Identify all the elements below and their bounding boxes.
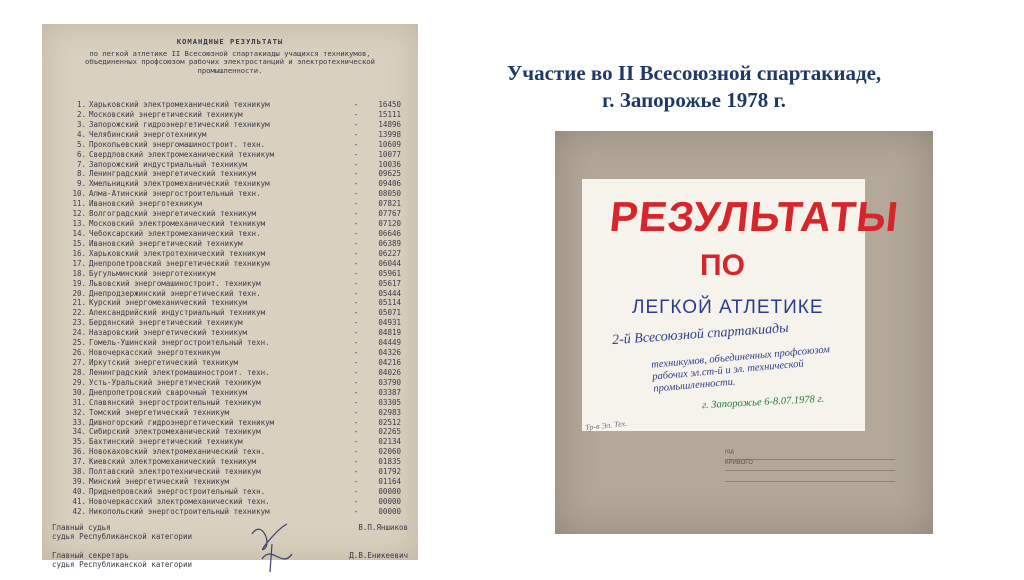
row-dash: - <box>353 139 359 149</box>
sign1-role2: судья Республиканской категории <box>52 531 192 541</box>
results-list <box>56 100 406 517</box>
row-number: 14. <box>72 228 86 238</box>
row-dash: - <box>353 238 359 248</box>
row-score: 14896 <box>378 119 401 129</box>
signature-row-judge <box>52 524 408 552</box>
row-number: 10. <box>72 189 86 199</box>
document-header <box>42 38 418 75</box>
results-row <box>56 269 406 279</box>
results-row <box>56 447 406 457</box>
row-team: Приднепровский энергостроительный техн. <box>89 486 266 496</box>
row-dash: - <box>353 288 359 298</box>
row-team: Днепродзержинский энергетический техн. <box>89 288 261 298</box>
row-dash: - <box>353 109 359 119</box>
slide-title <box>444 60 944 114</box>
results-row <box>56 199 406 209</box>
row-number: 42. <box>72 506 86 516</box>
row-dash: - <box>353 427 359 437</box>
row-team: Назаровский энергетический техникум <box>89 328 248 338</box>
row-score: 05444 <box>378 288 401 298</box>
row-number: 3. <box>76 119 86 129</box>
results-row <box>56 457 406 467</box>
row-number: 34. <box>72 427 86 437</box>
row-team: Новокаховский электромеханический техн. <box>89 447 266 457</box>
row-number: 35. <box>72 437 86 447</box>
row-number: 18. <box>72 268 86 278</box>
row-dash: - <box>353 149 359 159</box>
results-row <box>56 209 406 219</box>
row-number: 32. <box>72 407 86 417</box>
row-number: 9. <box>76 179 86 189</box>
row-score: 06227 <box>378 248 401 258</box>
row-number: 31. <box>72 397 86 407</box>
results-row <box>56 259 406 269</box>
row-score: 06646 <box>378 228 401 238</box>
row-team: Минский энергетический техникум <box>89 477 229 487</box>
row-score: 05617 <box>378 278 401 288</box>
results-row <box>56 388 406 398</box>
stamp-line2: КРИВОГО <box>725 460 895 471</box>
row-team: Новочеркасский электромеханический техн. <box>89 496 270 506</box>
row-number: 7. <box>76 159 86 169</box>
row-dash: - <box>353 437 359 447</box>
results-row <box>56 358 406 368</box>
results-row <box>56 160 406 170</box>
row-team: Волгоградский энергетический техникум <box>89 209 257 219</box>
results-row <box>56 239 406 249</box>
row-dash: - <box>353 407 359 417</box>
row-number: 22. <box>72 308 86 318</box>
card-line2: 2-й Всесоюзной спартакиады <box>611 320 790 349</box>
row-number: 30. <box>72 387 86 397</box>
row-team: Александрийский индустриальный техникум <box>89 308 266 318</box>
row-dash: - <box>353 169 359 179</box>
row-number: 25. <box>72 338 86 348</box>
row-number: 40. <box>72 486 86 496</box>
results-row <box>56 140 406 150</box>
handwritten-card <box>582 179 902 431</box>
results-row <box>56 368 406 378</box>
row-score: 00000 <box>378 506 401 516</box>
row-number: 29. <box>72 377 86 387</box>
row-dash: - <box>353 387 359 397</box>
row-number: 1. <box>76 100 86 109</box>
row-number: 21. <box>72 298 86 308</box>
row-dash: - <box>353 367 359 377</box>
row-team: Харьковский электротехнический техникум <box>89 248 266 258</box>
card-po: ПО <box>700 249 745 282</box>
row-score: 16450 <box>378 100 401 109</box>
row-team: Курский энергомеханический техникум <box>89 298 248 308</box>
row-dash: - <box>353 209 359 219</box>
results-row <box>56 150 406 160</box>
row-score: 05071 <box>378 308 401 318</box>
row-team: Бахтинский энергетический техникум <box>89 437 243 447</box>
results-row <box>56 348 406 358</box>
photo-stamp-lines <box>725 449 895 482</box>
row-dash: - <box>353 278 359 288</box>
row-dash: - <box>353 258 359 268</box>
row-team: Московский энергетический техникум <box>89 109 243 119</box>
row-score: 04449 <box>378 338 401 348</box>
row-number: 41. <box>72 496 86 506</box>
row-team: Прокопьевский энергомашиностроит. техн. <box>89 139 266 149</box>
photo-pencil-note: Тр-в Эл. Тех. <box>584 418 628 433</box>
row-team: Гомель-Ушинский энергостроительный техн. <box>89 338 270 348</box>
row-number: 4. <box>76 129 86 139</box>
row-team: Сибирский электромеханический техникум <box>89 427 261 437</box>
row-number: 24. <box>72 328 86 338</box>
results-row <box>56 328 406 338</box>
row-team: Днепропетровский энергетический техникум <box>89 258 270 268</box>
results-document-scan <box>42 24 418 569</box>
row-dash: - <box>353 496 359 506</box>
row-team: Московский электромеханический техникум <box>89 219 266 229</box>
row-number: 16. <box>72 248 86 258</box>
results-row <box>56 100 406 110</box>
row-dash: - <box>353 159 359 169</box>
row-score: 01835 <box>378 457 401 467</box>
row-team: Полтавский электротехнический техникум <box>89 467 261 477</box>
row-number: 23. <box>72 318 86 328</box>
sign2-name: Д.В.Еникеевич <box>349 551 408 560</box>
row-number: 15. <box>72 238 86 248</box>
results-row <box>56 467 406 477</box>
row-score: 02512 <box>378 417 401 427</box>
row-team: Бердянский энергетический техникум <box>89 318 243 328</box>
results-row <box>56 338 406 348</box>
row-team: Хмельницкий электромеханический техникум <box>89 179 270 189</box>
row-number: 26. <box>72 348 86 358</box>
row-score: 04326 <box>378 348 401 358</box>
card-heading: РЕЗУЛЬТАТЫ <box>607 193 902 240</box>
row-dash: - <box>353 457 359 467</box>
row-team: Ивановский энергетический техникум <box>89 238 243 248</box>
row-number: 17. <box>72 258 86 268</box>
row-number: 5. <box>76 139 86 149</box>
results-row <box>56 219 406 229</box>
row-team: Челябинский энерготехникум <box>89 129 207 139</box>
row-score: 05114 <box>378 298 401 308</box>
results-row <box>56 437 406 447</box>
row-dash: - <box>353 318 359 328</box>
row-team: Бугульминский энерготехникум <box>89 268 216 278</box>
row-dash: - <box>353 179 359 189</box>
row-score: 06044 <box>378 258 401 268</box>
row-score: 09406 <box>378 179 401 189</box>
row-number: 39. <box>72 477 86 487</box>
row-dash: - <box>353 228 359 238</box>
row-number: 36. <box>72 447 86 457</box>
row-dash: - <box>353 308 359 318</box>
row-team: Ивановский энерготехникум <box>89 199 202 209</box>
handwritten-signature <box>242 514 302 574</box>
results-row <box>56 487 406 497</box>
row-team: Ленинградский энергетический техникум <box>89 169 257 179</box>
row-number: 11. <box>72 199 86 209</box>
row-team: Днепропетровский сварочный техникум <box>89 387 248 397</box>
row-team: Чебоксарский электромеханический техн. <box>89 228 261 238</box>
row-dash: - <box>353 298 359 308</box>
row-score: 07821 <box>378 199 401 209</box>
row-team: Славянский энергостроительный техникум <box>89 397 261 407</box>
results-row <box>56 308 406 318</box>
row-score: 00000 <box>378 496 401 506</box>
row-team: Усть-Уральский энергетический техникум <box>89 377 261 387</box>
row-score: 10609 <box>378 139 401 149</box>
results-row <box>56 298 406 308</box>
row-team: Алма-Атинский энергостроительный техн. <box>89 189 261 199</box>
row-dash: - <box>353 100 359 109</box>
row-team: Иркутский энергетический техникум <box>89 357 239 367</box>
row-dash: - <box>353 268 359 278</box>
row-number: 33. <box>72 417 86 427</box>
row-team: Свердловский электромеханический техникум <box>89 149 275 159</box>
signatures-block <box>52 524 408 580</box>
slide-title-line2: г. Запорожье 1978 г. <box>602 88 786 112</box>
row-score: 02983 <box>378 407 401 417</box>
row-dash: - <box>353 338 359 348</box>
results-row <box>56 477 406 487</box>
row-score: 08050 <box>378 189 401 199</box>
row-number: 2. <box>76 109 86 119</box>
results-row <box>56 279 406 289</box>
results-row <box>56 398 406 408</box>
row-dash: - <box>353 397 359 407</box>
row-score: 07120 <box>378 219 401 229</box>
row-team: Львовский энергомашиностроит. техникум <box>89 278 261 288</box>
row-dash: - <box>353 477 359 487</box>
row-team: Запорожский индустриальный техникум <box>89 159 248 169</box>
row-team: Ленинградский электромашиностроит. техн. <box>89 367 270 377</box>
document-title: КОМАНДНЫЕ РЕЗУЛЬТАТЫ <box>176 37 284 46</box>
row-score: 09625 <box>378 169 401 179</box>
row-number: 8. <box>76 169 86 179</box>
row-dash: - <box>353 486 359 496</box>
row-score: 02134 <box>378 437 401 447</box>
row-dash: - <box>353 467 359 477</box>
row-score: 01792 <box>378 467 401 477</box>
results-row <box>56 169 406 179</box>
row-score: 04216 <box>378 357 401 367</box>
results-row <box>56 408 406 418</box>
results-row <box>56 189 406 199</box>
card-line3: техникумов, объединенных профсоюзом рабочих эл.ст-й и эл. технической промышленности. <box>650 344 831 395</box>
sign2-role: Главный секретарь <box>52 551 129 560</box>
results-row <box>56 497 406 507</box>
row-score: 15111 <box>378 109 401 119</box>
row-number: 28. <box>72 367 86 377</box>
row-number: 38. <box>72 467 86 477</box>
row-number: 37. <box>72 457 86 467</box>
signature-row-secretary <box>52 552 408 580</box>
row-dash: - <box>353 377 359 387</box>
row-score: 06389 <box>378 238 401 248</box>
results-card-photo <box>555 131 933 534</box>
row-score: 00000 <box>378 486 401 496</box>
row-number: 13. <box>72 219 86 229</box>
row-team: Никопольский энергостроительный техникум <box>89 506 270 516</box>
row-dash: - <box>353 506 359 516</box>
row-team: Запорожский гидроэнергетический техникум <box>89 119 270 129</box>
row-team: Томский энергетический техникум <box>89 407 229 417</box>
row-score: 04026 <box>378 367 401 377</box>
results-row <box>56 120 406 130</box>
row-dash: - <box>353 119 359 129</box>
row-dash: - <box>353 129 359 139</box>
row-score: 03387 <box>378 387 401 397</box>
row-score: 10077 <box>378 149 401 159</box>
row-score: 07767 <box>378 209 401 219</box>
card-line1: ЛЕГКОЙ АТЛЕТИКЕ <box>632 297 824 318</box>
row-dash: - <box>353 328 359 338</box>
row-score: 01164 <box>378 477 401 487</box>
row-number: 20. <box>72 288 86 298</box>
row-dash: - <box>353 219 359 229</box>
results-row <box>56 110 406 120</box>
row-team: Новочеркасский энерготехникум <box>89 348 220 358</box>
row-score: 13998 <box>378 129 401 139</box>
row-number: 19. <box>72 278 86 288</box>
stamp-line3 <box>725 471 895 482</box>
results-row <box>56 507 406 517</box>
row-score: 04819 <box>378 328 401 338</box>
row-score: 10036 <box>378 159 401 169</box>
results-row <box>56 229 406 239</box>
row-dash: - <box>353 417 359 427</box>
row-score: 02265 <box>378 427 401 437</box>
slide-title-line1: Участие во II Всесоюзной спартакиаде, <box>506 61 882 85</box>
row-score: 03790 <box>378 377 401 387</box>
stamp-line1: год <box>725 449 895 460</box>
results-row <box>56 378 406 388</box>
row-score: 05961 <box>378 268 401 278</box>
row-number: 27. <box>72 357 86 367</box>
card-city-date: г. Запорожье 6-8.07.1978 г. <box>701 393 825 412</box>
row-team: Дивногорский гидроэнергетический техникум <box>89 417 275 427</box>
results-row <box>56 130 406 140</box>
sign2-role2: судья Республиканской категории <box>52 559 192 569</box>
row-team: Харьковский электромеханический техникум <box>89 100 270 109</box>
row-dash: - <box>353 199 359 209</box>
results-row <box>56 249 406 259</box>
row-score: 02060 <box>378 447 401 457</box>
sign1-name: В.П.Яншиков <box>358 523 408 532</box>
document-subtitle: по легкой атлетике II Всесоюзной спартакиады учащихся техникумов, объединенных профсоюзом рабочих электростанций и электротехнической промышленности. <box>85 48 375 75</box>
row-dash: - <box>353 447 359 457</box>
row-dash: - <box>353 189 359 199</box>
row-team: Киевский электромеханический техникум <box>89 457 257 467</box>
row-number: 6. <box>76 149 86 159</box>
results-row <box>56 289 406 299</box>
row-dash: - <box>353 357 359 367</box>
row-number: 12. <box>72 209 86 219</box>
row-dash: - <box>353 248 359 258</box>
row-dash: - <box>353 348 359 358</box>
results-row <box>56 179 406 189</box>
row-score: 03305 <box>378 397 401 407</box>
sign1-role: Главный судья <box>52 523 111 532</box>
results-row <box>56 427 406 437</box>
row-score: 04931 <box>378 318 401 328</box>
results-row <box>56 418 406 428</box>
results-row <box>56 318 406 328</box>
